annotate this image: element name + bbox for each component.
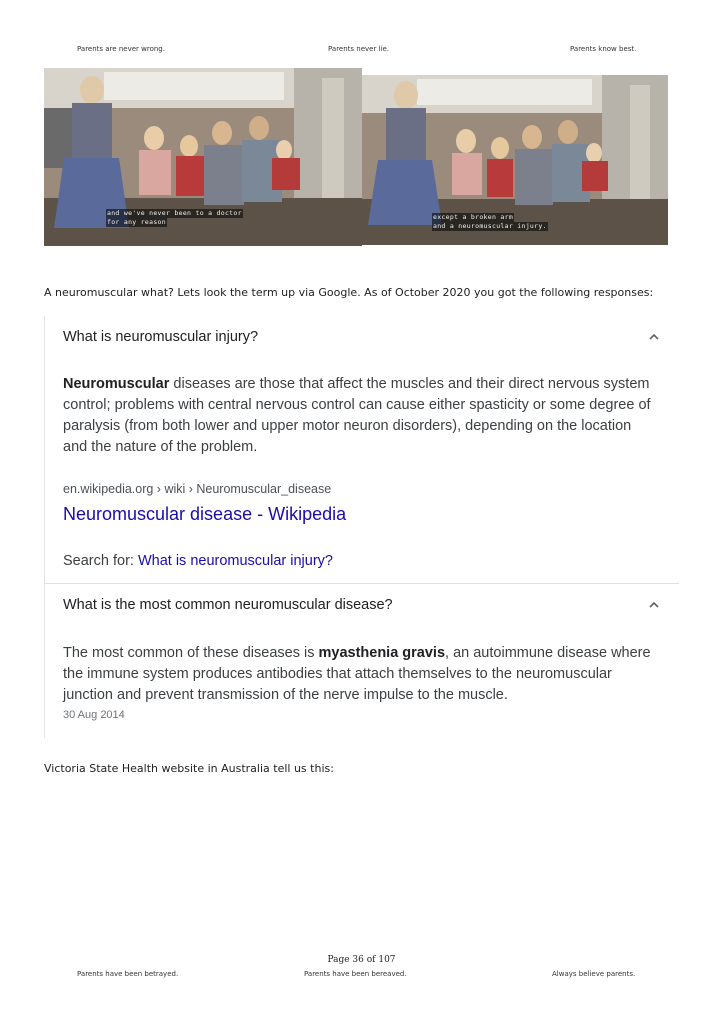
header-center-text: Parents never lie.	[328, 45, 389, 53]
answer-2	[63, 643, 663, 706]
video-still-right	[362, 75, 668, 245]
answer-2-pre: The most common of these diseases is	[63, 645, 319, 661]
caption-left-line2: for any reason	[107, 218, 166, 226]
answer-2-bold: myasthenia gravis	[318, 645, 446, 661]
header-right-text: Parents know best.	[570, 45, 637, 53]
question-1[interactable]: What is neuromuscular injury?	[63, 329, 259, 345]
answer-1-bold: Neuromuscular	[63, 376, 170, 392]
video-still-left	[44, 68, 362, 246]
answer-date: 30 Aug 2014	[63, 709, 125, 721]
question-2[interactable]: What is the most common neuromuscular disease?	[63, 597, 393, 613]
search-for-link[interactable]: What is neuromuscular injury?	[137, 553, 333, 569]
caption-right	[432, 213, 548, 231]
caption-left-line1: and we've never been to a doctor	[107, 209, 242, 217]
google-related-questions	[44, 316, 679, 738]
answer-1-text: diseases are those that affect the muscles and their direct nervous system control; problems with central nervous control can cause either spasticity or some degree of paralysis (from both lower and upper motor neuron disorders), depending on the location and the nature of the problem.	[63, 376, 651, 455]
caption-right-line2: and a neuromuscular injury.	[433, 222, 547, 230]
source-citation: en.wikipedia.org › wiki › Neuromuscular_disease	[63, 482, 332, 496]
victoria-paragraph: Victoria State Health website in Australia tell us this:	[44, 762, 334, 775]
page-number: Page 36 of 107	[327, 955, 396, 965]
answer-1	[63, 374, 653, 458]
divider	[45, 583, 679, 584]
chevron-up-icon[interactable]	[647, 598, 661, 612]
answer-2-text: , an autoimmune disease where the immune system produces antibodies that attach themselves to the neuromuscular junction and prevent transmission of the nerve impulse to the muscle.	[63, 645, 651, 703]
footer-left-text: Parents have been betrayed.	[77, 970, 179, 978]
footer-right-text: Always believe parents.	[552, 970, 636, 978]
search-for-row	[63, 553, 333, 569]
wikipedia-link[interactable]: Neuromuscular disease - Wikipedia	[63, 504, 347, 524]
search-for-label: Search for:	[63, 553, 138, 569]
intro-paragraph: A neuromuscular what? Lets look the term up via Google. As of October 2020 you got the following responses:	[44, 286, 654, 299]
header-left-text: Parents are never wrong.	[77, 45, 165, 53]
footer-center-text: Parents have been bereaved.	[304, 970, 407, 978]
caption-left	[106, 209, 243, 227]
chevron-up-icon[interactable]	[647, 330, 661, 344]
caption-right-line1: except a broken arm	[433, 213, 514, 221]
